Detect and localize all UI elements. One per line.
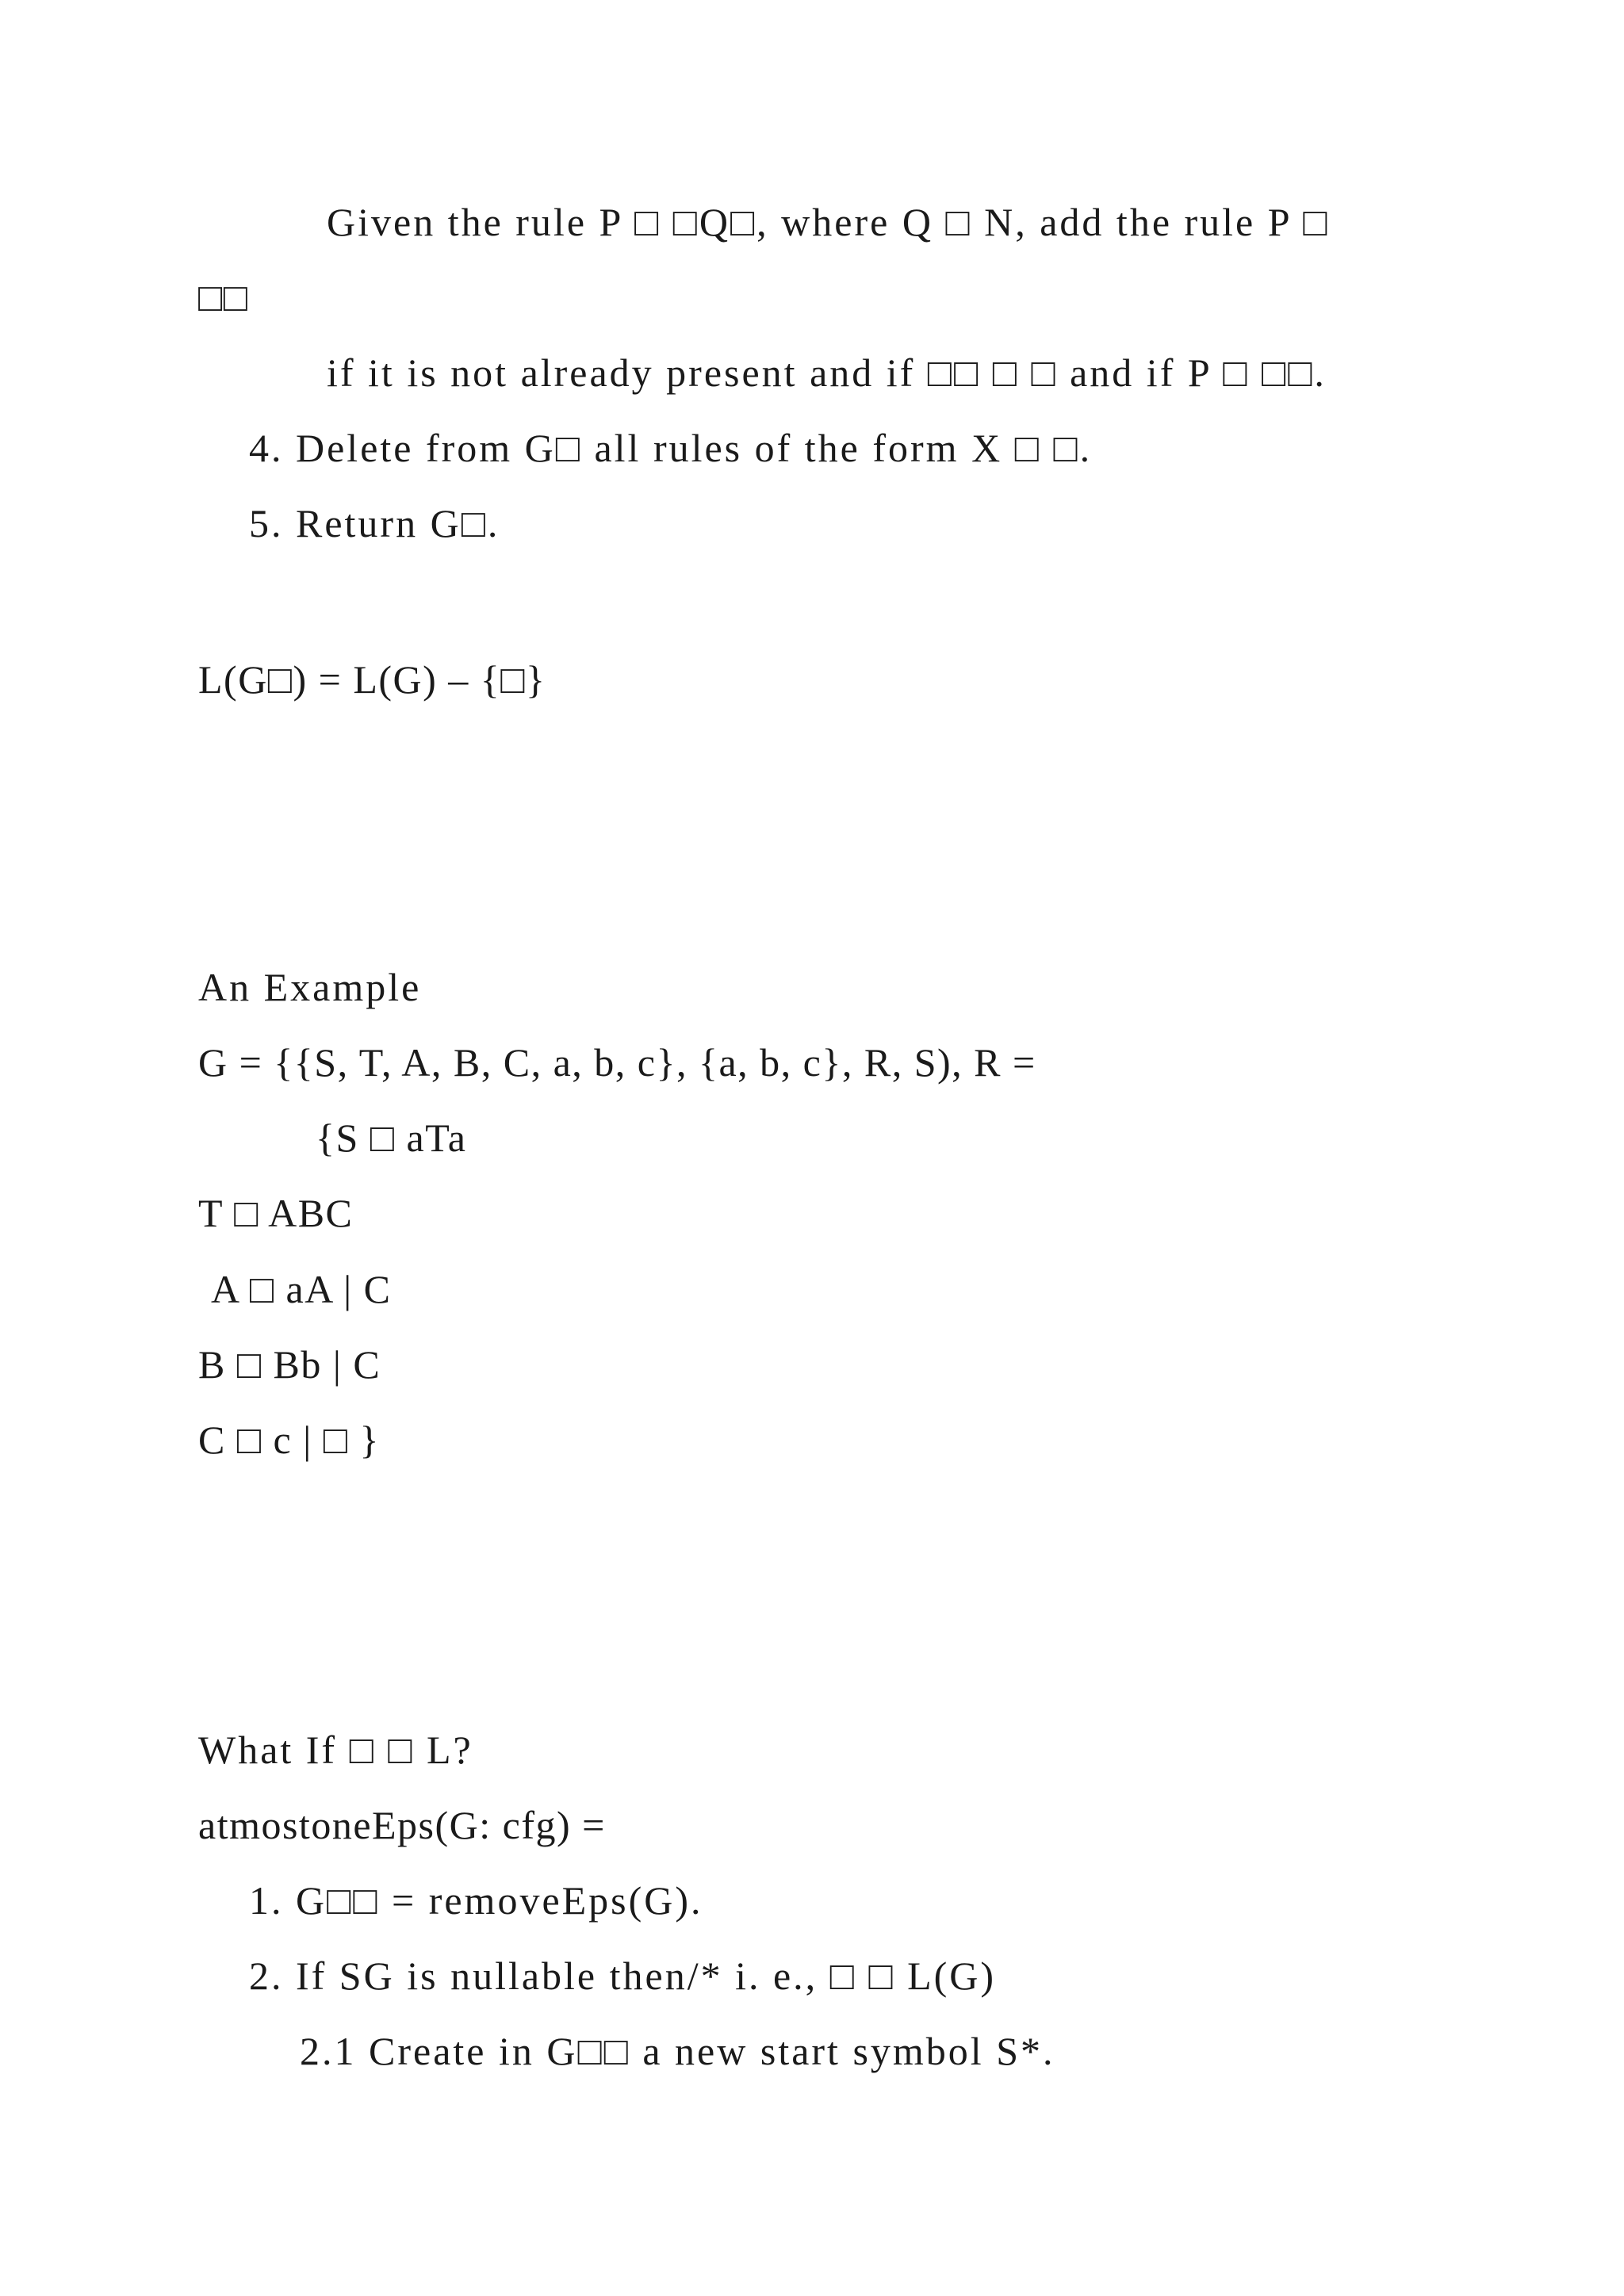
text-line: {S □ aTa [316,1115,467,1160]
text-line: 2. If SG is nullable then/* i. e., □ □ L(G) [249,1954,997,1998]
section-heading: An Example [198,965,422,1009]
text-line: 4. Delete from G□ all rules of the form X □ □. [249,426,1093,470]
text-line: Given the rule P □ □Q□, where Q □ N, add the rule P □ [327,200,1330,244]
text-line: B □ Bb | C [198,1342,381,1387]
text-line: A □ aA | C [211,1267,392,1311]
text-line: atmostoneEps(G: cfg) = [198,1803,606,1847]
text-line: G = {{S, T, A, B, C, a, b, c}, {a, b, c}, R, S), R = [198,1040,1036,1085]
text-line: □□ [198,275,249,320]
text-line: if it is not already present and if □□ □ □ and if P □ □□. [327,350,1327,395]
text-line: 1. G□□ = removeEps(G). [249,1878,703,1923]
text-line: C □ c | □ } [198,1418,380,1462]
text-line: T □ ABC [198,1191,354,1235]
text-line: L(G□) = L(G) – {□} [198,657,546,702]
section-heading: What If □ □ L? [198,1728,473,1772]
text-line: 2.1 Create in G□□ a new start symbol S*. [300,2029,1055,2073]
text-line: 5. Return G□. [249,501,500,545]
